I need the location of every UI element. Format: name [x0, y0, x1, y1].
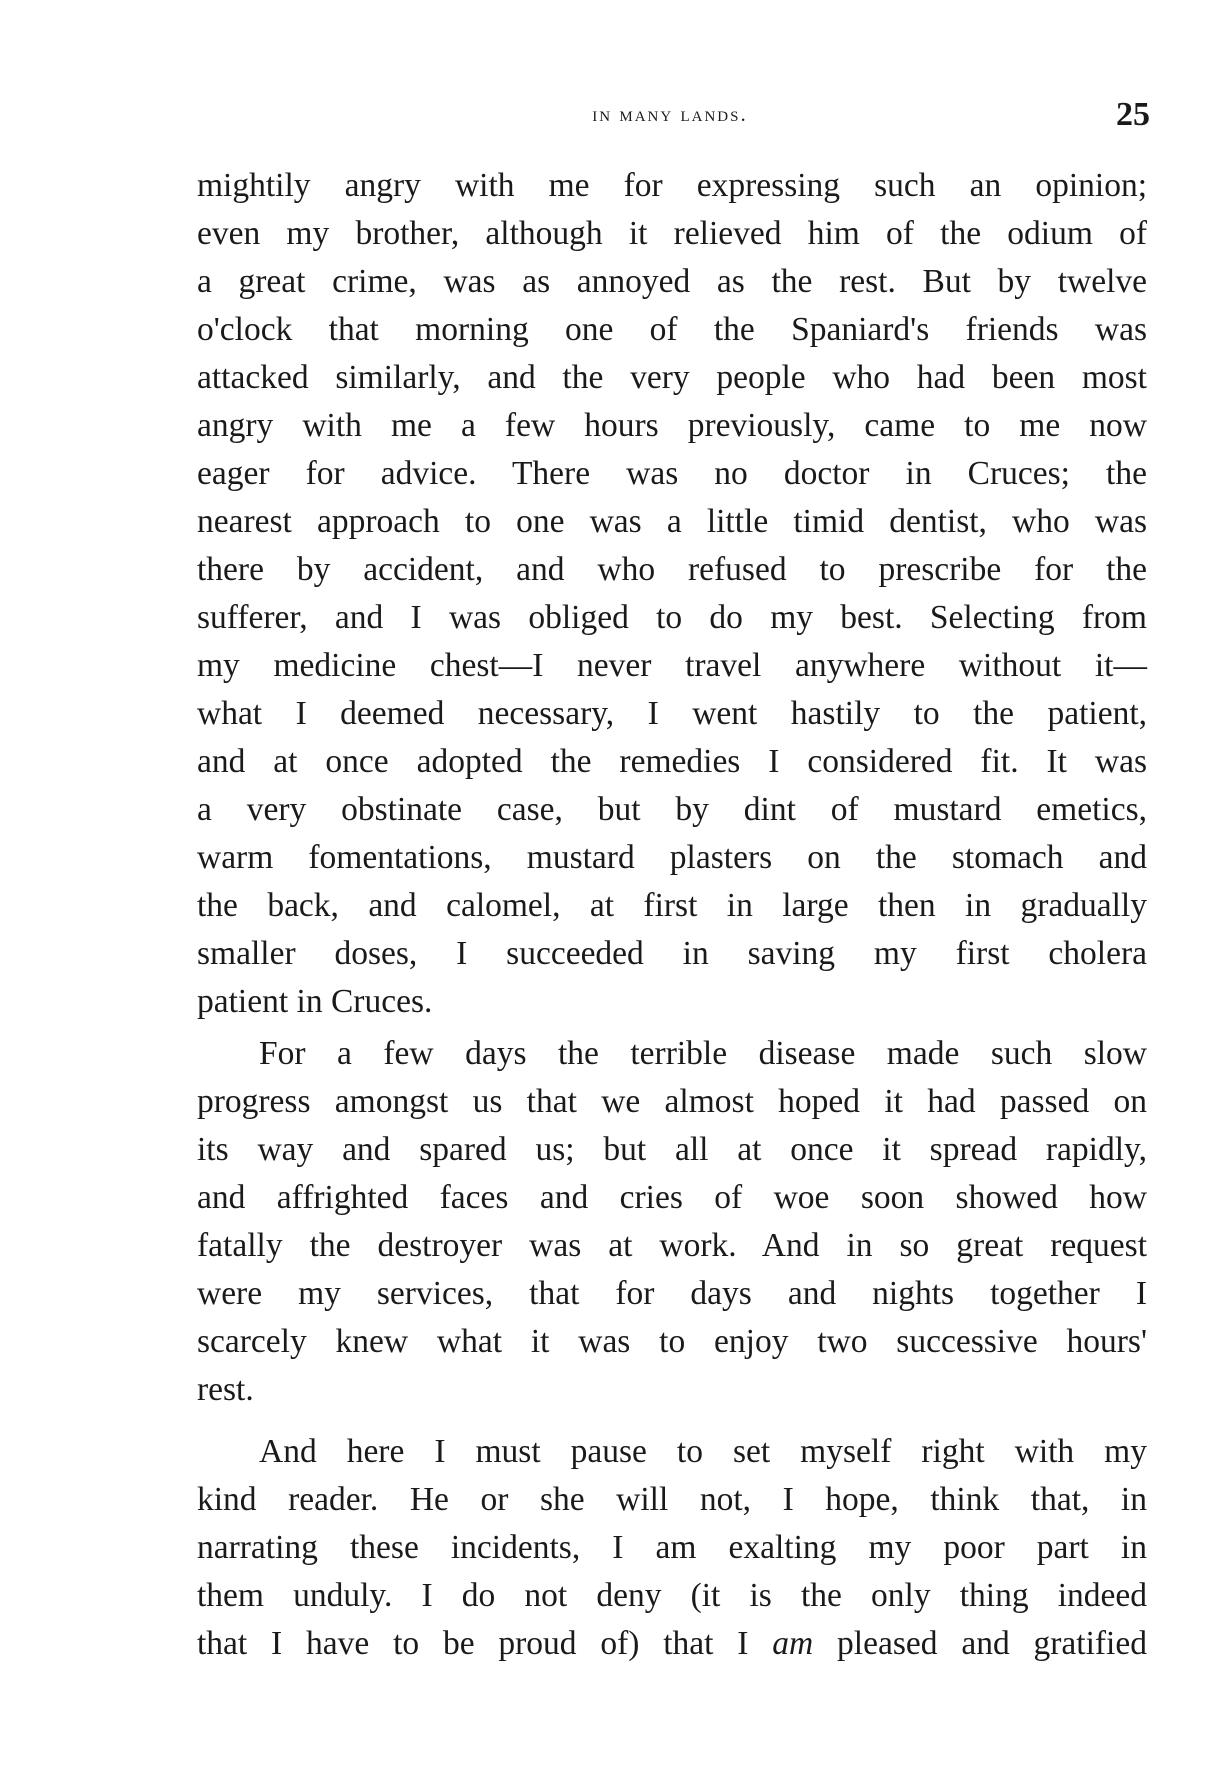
text-line: rest.: [197, 1371, 254, 1408]
text-segment: pleased and gratified: [813, 1625, 1147, 1662]
text-line: For a few days the terrible disease made such slow: [259, 1035, 1147, 1072]
text-line: the back, and calomel, at first in large then in gradually: [197, 887, 1147, 924]
text-line: my medicine chest—I never travel anywhere without it—: [197, 647, 1147, 684]
text-line: there by accident, and who refused to prescribe for the: [197, 551, 1147, 588]
body-text: [197, 162, 1147, 1668]
paragraph-1: [197, 162, 1147, 1026]
text-line: a very obstinate case, but by dint of mustard emetics,: [197, 791, 1147, 828]
text-line: And here I must pause to set myself right with my: [259, 1433, 1147, 1470]
italic-emphasis: am: [772, 1625, 814, 1662]
page-number: 25: [1116, 96, 1150, 133]
text-line: were my services, that for days and nights together I: [197, 1275, 1147, 1312]
text-line: angry with me a few hours previously, came to me now: [197, 407, 1147, 444]
paragraph-2: [197, 1030, 1147, 1414]
running-header: [190, 96, 1150, 136]
text-line: nearest approach to one was a little timid dentist, who was: [197, 503, 1147, 540]
text-line: narrating these incidents, I am exalting my poor part in: [197, 1529, 1147, 1566]
text-line: them unduly. I do not deny (it is the only thing indeed: [197, 1577, 1147, 1614]
text-line: sufferer, and I was obliged to do my best. Selecting from: [197, 599, 1147, 636]
text-segment: that I have to be proud of) that I: [197, 1625, 773, 1662]
text-line: mightily angry with me for expressing such an opinion;: [197, 167, 1147, 204]
text-line: what I deemed necessary, I went hastily to the patient,: [197, 695, 1147, 732]
text-line: fatally the destroyer was at work. And in so great request: [197, 1227, 1147, 1264]
text-line: progress amongst us that we almost hoped it had passed on: [197, 1083, 1147, 1120]
text-line: kind reader. He or she will not, I hope, think that, in: [197, 1481, 1147, 1518]
text-line: warm fomentations, mustard plasters on the stomach and: [197, 839, 1147, 876]
text-line: attacked similarly, and the very people who had been most: [197, 359, 1147, 396]
text-line: smaller doses, I succeeded in saving my first cholera: [197, 935, 1147, 972]
text-line: a great crime, was as annoyed as the rest. But by twelve: [197, 263, 1147, 300]
text-line: its way and spared us; but all at once it spread rapidly,: [197, 1131, 1147, 1168]
paragraph-3: [197, 1428, 1147, 1668]
running-title: in many lands.: [592, 102, 748, 126]
text-line: patient in Cruces.: [197, 983, 433, 1020]
text-line: and affrighted faces and cries of woe soon showed how: [197, 1179, 1147, 1216]
text-line: scarcely knew what it was to enjoy two successive hours': [197, 1323, 1147, 1360]
text-line: and at once adopted the remedies I considered fit. It was: [197, 743, 1147, 780]
text-line: eager for advice. There was no doctor in Cruces; the: [197, 455, 1147, 492]
text-line: [197, 1620, 1147, 1668]
text-line: o'clock that morning one of the Spaniard's friends was: [197, 311, 1147, 348]
text-line: even my brother, although it relieved him of the odium of: [197, 215, 1147, 252]
